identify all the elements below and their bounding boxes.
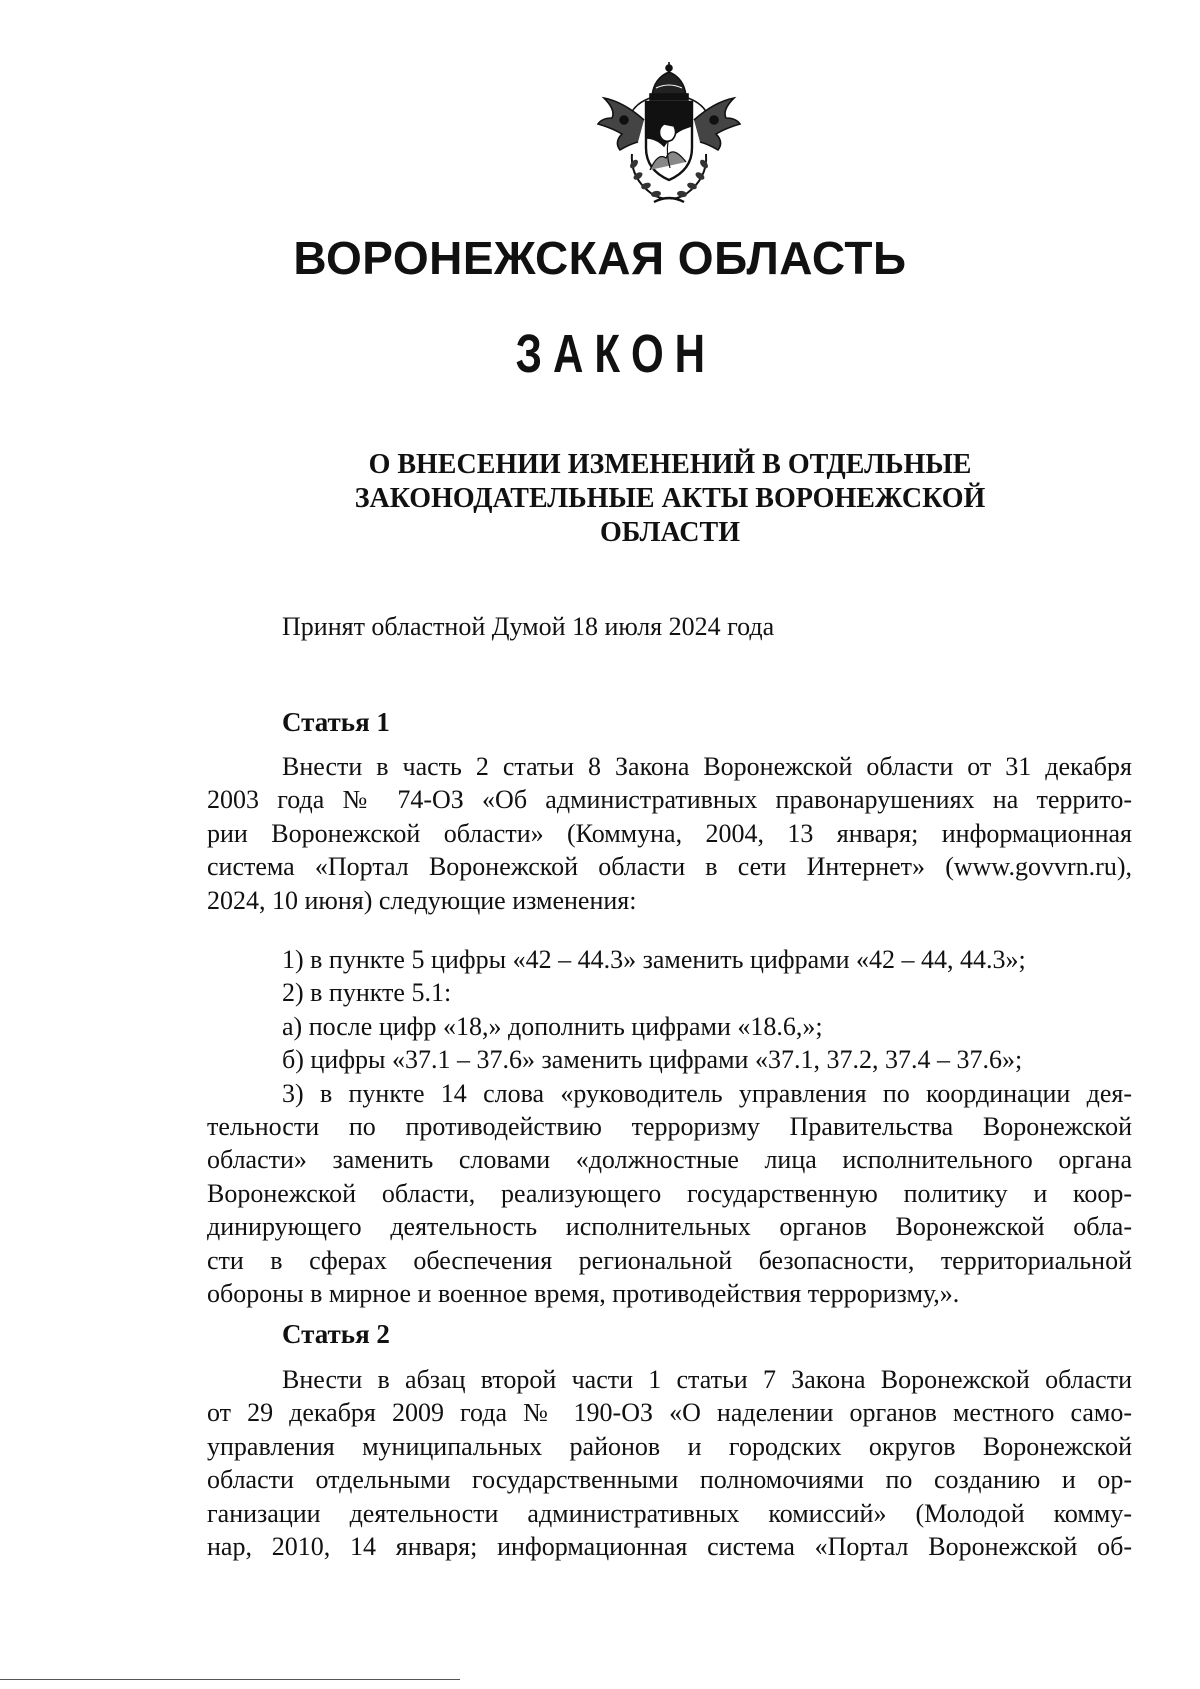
text-line: от 29 декабря 2009 года № 190-ОЗ «О наделении органов местного само- [207,1398,1132,1428]
law-subject-line: О ВНЕСЕНИИ ИЗМЕНЕНИЙ В ОТДЕЛЬНЫЕ [368,449,972,480]
text-line: Внести в часть 2 статьи 8 Закона Воронежской области от 31 декабря [282,752,1132,781]
text-line: сти в сферах обеспечения региональной безопасности, территориальной [207,1245,1132,1275]
text-line: Внести в абзац второй части 1 статьи 7 Закона Воронежской области [282,1365,1132,1394]
voronezh-coat-of-arms-icon [594,58,744,210]
text-line: управления муниципальных районов и городских округов Воронежской [207,1431,1132,1461]
article-2-body [207,1363,1132,1563]
text-line: области» заменить словами «должностные лица исполнительного органа [207,1145,1132,1175]
text-line: тельности по противодействию терроризму Правительства Воронежской [207,1111,1132,1141]
law-subject-line: ЗАКОНОДАТЕЛЬНЫЕ АКТЫ ВОРОНЕЖСКОЙ [354,483,986,514]
list-item: а) после цифр «18,» дополнить цифрами «18.6,»; [282,1011,823,1041]
text-line: области отдельными государственными полномочиями по созданию и ор- [207,1465,1132,1495]
article-2-heading: Статья 2 [282,1319,390,1349]
list-item: б) цифры «37.1 – 37.6» заменить цифрами «37.1, 37.2, 37.4 – 37.6»; [282,1045,1023,1075]
article-1-body [207,750,1132,917]
text-line: система «Портал Воронежской области в сети Интернет» (www.govvrn.ru), [207,852,1132,882]
text-line: обороны в мирное и военное время, противодействия терроризму,». [207,1278,960,1308]
law-subject-line: ОБЛАСТИ [600,517,740,548]
text-line: нар, 2010, 14 января; информационная система «Портал Воронежской об- [207,1531,1132,1561]
law-subject-title [300,448,1040,550]
article-1-heading: Статья 1 [282,707,390,737]
text-line: ганизации деятельности административных комиссий» (Молодой комму- [207,1498,1132,1528]
text-line: динирующего деятельность исполнительных органов Воронежской обла- [207,1212,1132,1242]
list-item: 2) в пункте 5.1: [282,978,452,1008]
list-item: 3) в пункте 14 слова «руководитель управления по координации дея- [282,1078,1132,1108]
adoption-statement: Принят областной Думой 18 июля 2024 года [282,612,775,641]
text-line: 2003 года № 74-ОЗ «Об административных правонарушениях на террито- [207,785,1132,815]
list-item: 1) в пункте 5 цифры «42 – 44.3» заменить цифрами «42 – 44, 44.3»; [282,945,1026,974]
region-title: ВОРОНЕЖСКАЯ ОБЛАСТЬ [293,232,907,284]
article-1-amendments-list [207,943,1132,1310]
text-line: рии Воронежской области» (Коммуна, 2004, 13 января; информационная [207,818,1132,848]
document-type-title: ЗАКОН [515,324,716,384]
page-bottom-rule [0,1679,460,1680]
text-line: Воронежской области, реализующего государственную политику и коор- [207,1178,1132,1208]
text-line: 2024, 10 июня) следующие изменения: [207,885,637,915]
